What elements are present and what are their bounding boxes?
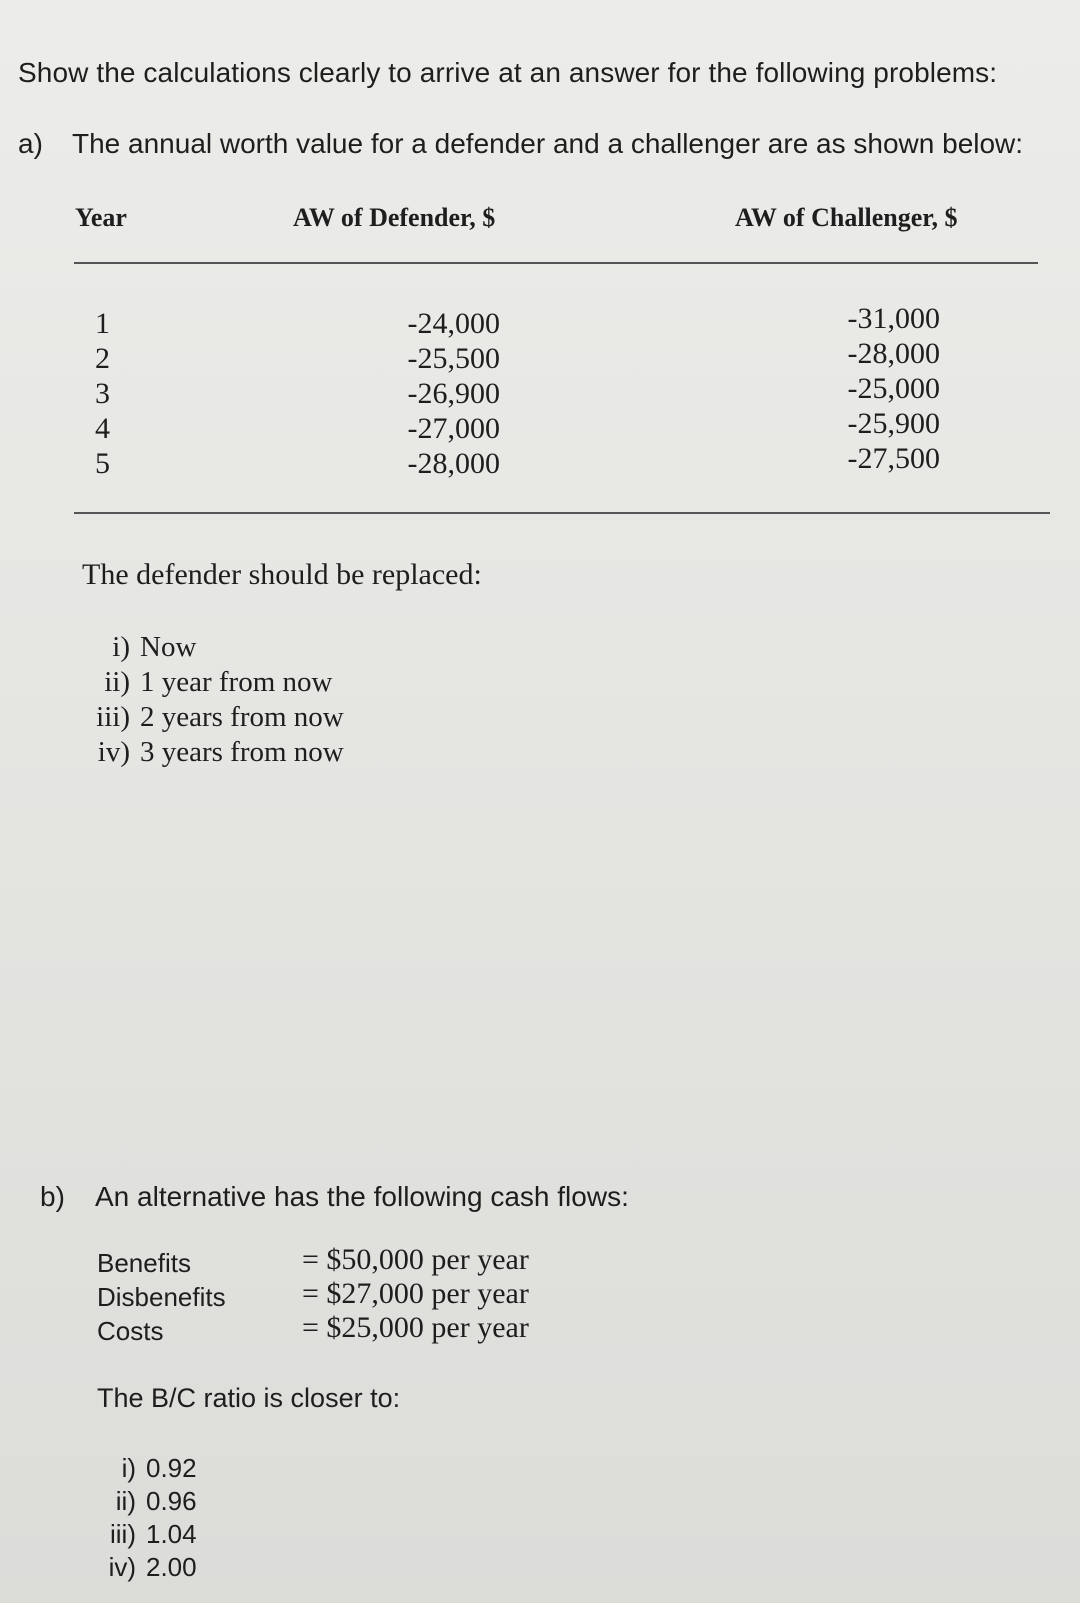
question-a-options — [78, 630, 344, 770]
challenger-cell: -25,900 — [847, 407, 940, 440]
challenger-cell: -25,000 — [847, 372, 940, 405]
answer-option[interactable] — [94, 1452, 197, 1485]
answer-option[interactable] — [94, 1551, 197, 1584]
answer-option[interactable] — [94, 1518, 197, 1551]
answer-option[interactable] — [78, 630, 344, 665]
option-text: 1 year from now — [140, 666, 333, 698]
defender-cell: -28,000 — [407, 447, 500, 480]
table-bottom-rule — [74, 512, 1050, 514]
option-text: 1.04 — [146, 1519, 197, 1549]
cash-flow-values — [302, 1243, 529, 1345]
page-heading: Show the calculations clearly to arrive at an answer for the following problems: — [18, 57, 998, 88]
year-cell: 4 — [95, 412, 110, 445]
challenger-cell: -27,500 — [847, 442, 940, 475]
cash-flow-label: Disbenefits — [97, 1282, 226, 1312]
defender-column-header: AW of Defender, $ — [293, 203, 496, 232]
year-cell: 3 — [95, 377, 110, 410]
challenger-column — [830, 301, 940, 476]
cash-flow-label: Costs — [97, 1316, 164, 1346]
option-number: iii) — [110, 1519, 136, 1549]
option-text: Now — [140, 631, 197, 663]
option-number: iii) — [96, 701, 130, 733]
option-text: 0.96 — [146, 1486, 197, 1516]
defender-cell: -25,500 — [407, 342, 500, 375]
option-number: i) — [112, 631, 130, 663]
year-cell: 5 — [95, 447, 110, 480]
option-text: 2 years from now — [140, 701, 344, 733]
challenger-column-header: AW of Challenger, $ — [735, 203, 958, 232]
year-cell: 2 — [95, 342, 110, 375]
option-number: iv) — [97, 736, 130, 768]
challenger-cell: -28,000 — [847, 337, 940, 370]
option-number: i) — [121, 1453, 136, 1483]
question-b-prompt: The B/C ratio is closer to: — [97, 1383, 401, 1413]
year-column-header: Year — [75, 203, 127, 232]
question-a-label: a) — [18, 128, 43, 159]
option-text: 2.00 — [146, 1552, 197, 1582]
cash-flow-value: = $27,000 per year — [302, 1277, 529, 1310]
option-number: ii) — [104, 666, 130, 698]
defender-cell: -24,000 — [407, 307, 500, 340]
cash-flow-value: = $25,000 per year — [302, 1311, 529, 1344]
answer-option[interactable] — [78, 735, 344, 770]
table-top-rule — [74, 262, 1038, 264]
year-column — [80, 306, 110, 481]
question-b-text: An alternative has the following cash flows: — [95, 1181, 629, 1212]
option-number: iv) — [108, 1552, 136, 1582]
option-text: 0.92 — [146, 1453, 197, 1483]
defender-cell: -26,900 — [407, 377, 500, 410]
question-b-options — [94, 1452, 197, 1584]
defender-column — [390, 306, 500, 481]
question-a-text: The annual worth value for a defender and a challenger are as shown below: — [72, 128, 1024, 159]
cash-flow-labels — [97, 1246, 226, 1348]
option-number: ii) — [115, 1486, 136, 1516]
answer-option[interactable] — [78, 665, 344, 700]
challenger-cell: -31,000 — [847, 302, 940, 335]
answer-option[interactable] — [78, 700, 344, 735]
option-text: 3 years from now — [140, 736, 344, 768]
year-cell: 1 — [95, 307, 110, 340]
question-b-label: b) — [40, 1181, 65, 1212]
question-a-prompt: The defender should be replaced: — [82, 558, 482, 591]
cash-flow-label: Benefits — [97, 1248, 191, 1278]
defender-cell: -27,000 — [407, 412, 500, 445]
answer-option[interactable] — [94, 1485, 197, 1518]
cash-flow-value: = $50,000 per year — [302, 1243, 529, 1276]
